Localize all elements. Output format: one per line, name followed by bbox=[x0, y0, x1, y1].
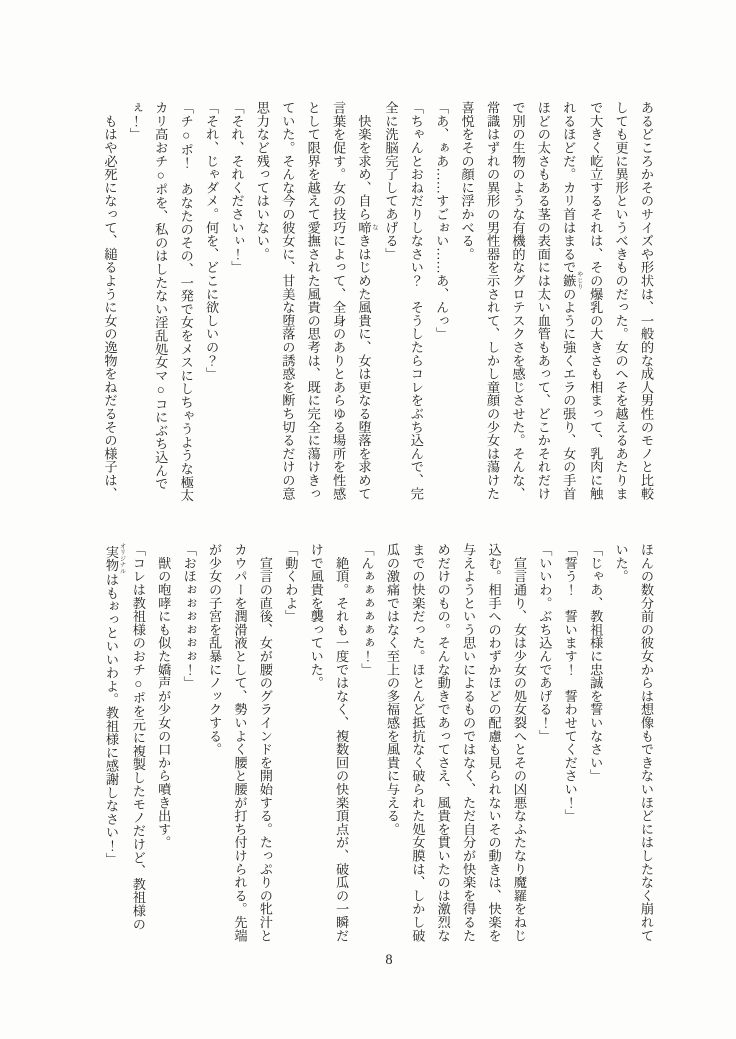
text-line: めだけのもの。そんな動きであってさえ、風貴を貫いたのは激烈な bbox=[435, 543, 451, 942]
text-line: 常識はずれの異形の男性器を示されて、しかし童顔の少女は蕩けた bbox=[485, 101, 501, 500]
text-line: れるほどだ。カリ首はまるで鏃 やじりのように強くエラの張り、女の手首 bbox=[561, 101, 583, 501]
furigana-annotation: 啼 な bbox=[356, 220, 379, 235]
text-line: として限界を越えて愛撫された風貴の思考は、既に完全に蕩けきっ bbox=[305, 101, 321, 500]
text-line: 言葉を促す。女の技巧によって、全身のありとあらゆる場所を性感 bbox=[331, 101, 347, 500]
text-line: 込む。相手へのわずかほどの配慮も見られないその動きは、快楽を bbox=[486, 543, 502, 942]
text-line: カウパーを潤滑液として、勢いよく腰と腰が打ち付けられる。先端 bbox=[232, 543, 248, 942]
text-line: カリ高おチ○ポを、私のはしたない淫乱処女マ○コにぶち込んで bbox=[153, 101, 169, 491]
text-line: ていた。そんな今の彼女に、甘美な堕落の誘惑を断ち切るだけの意 bbox=[280, 101, 296, 500]
text-line: で別の生物のような有機的なグロテスクさを感じさせた。そんな、 bbox=[510, 101, 526, 500]
text-line: 「あ、ぁあ……すごぉい……あ、んっ」 bbox=[434, 101, 450, 341]
text-line: 「ちゃんとおねだりしなさい？ そうしたらコレをぶち込んで、完 bbox=[408, 101, 424, 500]
text-line: 実物 オリジナルはもぉっといいわよ。教祖様に感謝しなさい！」 bbox=[103, 543, 126, 866]
furigana-annotation: 実物 オリジナル bbox=[103, 543, 126, 574]
text-line: 宣言の直後、女が腰のグラインドを開始する。たっぷりの牝汁と bbox=[257, 543, 273, 942]
text-line: 「おほぉぉぉぉぉぉ！」 bbox=[181, 543, 197, 690]
text-line: ほどの太さもある茎の表面には太い血管もあって、どこかそれだけ bbox=[535, 101, 551, 500]
text-line: 「誓う！ 誓います！ 誓わせてください！」 bbox=[562, 543, 578, 823]
text-line: 「いいわ。ぶち込んであげる！」 bbox=[537, 543, 553, 743]
text-line: もはや必死になって、縋るように女の逸物をねだるその様子は、 bbox=[102, 101, 118, 500]
text-block-top bbox=[97, 101, 659, 502]
text-line: 「コレは教祖様のおチ○ポを元に複製したモノだけど、教祖様の bbox=[130, 543, 146, 931]
text-line: 喜悦をその顔に浮かべる。 bbox=[459, 101, 475, 261]
text-line: 絶頂。それも一度ではなく、複数回の快楽頂点が、破瓜の一瞬だ bbox=[334, 543, 350, 942]
text-line: いた。 bbox=[613, 543, 629, 583]
text-line: までの快楽だった。ほとんど抵抗なく破られた処女膜は、しかし破 bbox=[410, 543, 426, 942]
text-line: しても更に異形というべきものだった。女のへそを越えるあたりま bbox=[613, 101, 629, 500]
text-line: 全に洗脳完了してあげる」 bbox=[383, 101, 399, 261]
text-line: 「んぁぁぁぁぁぁ！」 bbox=[359, 543, 375, 676]
text-line: あるどころかそのサイズや形状は、一般的な成人男性のモノと比較 bbox=[639, 101, 654, 500]
text-line: で大きく屹立するそれは、その爆乳の大きさも相まって、乳肉に触 bbox=[588, 101, 604, 500]
text-line: 思力など残ってはいない。 bbox=[254, 101, 270, 261]
text-line: ほんの数分前の彼女からは想像もできないほどにはしたなく崩れて bbox=[639, 543, 654, 942]
text-line: が少女の子宮を乱暴にノックする。 bbox=[207, 543, 223, 756]
text-line: 与えようという思いによるものではなく、ただ自分が快楽を得るた bbox=[461, 543, 477, 942]
text-line: 獣の咆哮にも似た嬌声が少女の口から噴き出す。 bbox=[156, 543, 172, 849]
text-line: 「それ、じゃダメ。何を、どこに欲しいの？」 bbox=[204, 101, 220, 381]
page-number: 8 bbox=[385, 952, 393, 968]
text-line: 「じゃあ、教祖様に忠誠を誓いなさい」 bbox=[588, 543, 604, 783]
text-line: 瓜の激痛ではなく至上の多福感を風貴に与える。 bbox=[384, 543, 400, 836]
text-line: 「チ○ポ！ あなたのその、一発で女をメスにしちゃうような極太 bbox=[178, 101, 194, 502]
text-line: 「動くわよ」 bbox=[283, 543, 299, 623]
text-block-bottom bbox=[99, 543, 659, 941]
furigana-annotation: 鏃 やじり bbox=[561, 271, 583, 290]
text-line: けで風貴を襲っていた。 bbox=[308, 543, 324, 690]
text-line: ぇ！」 bbox=[127, 101, 143, 141]
text-line: 快楽を求め、自ら啼 なきはじめた風貴に、女は更なる堕落を求めて bbox=[356, 101, 379, 501]
text-line: 「それ、それくださいぃ！」 bbox=[229, 101, 245, 274]
text-line: 宣言通り、女は少女の処女裂へとその凶悪なふたなり魔羅をねじ bbox=[511, 543, 527, 942]
